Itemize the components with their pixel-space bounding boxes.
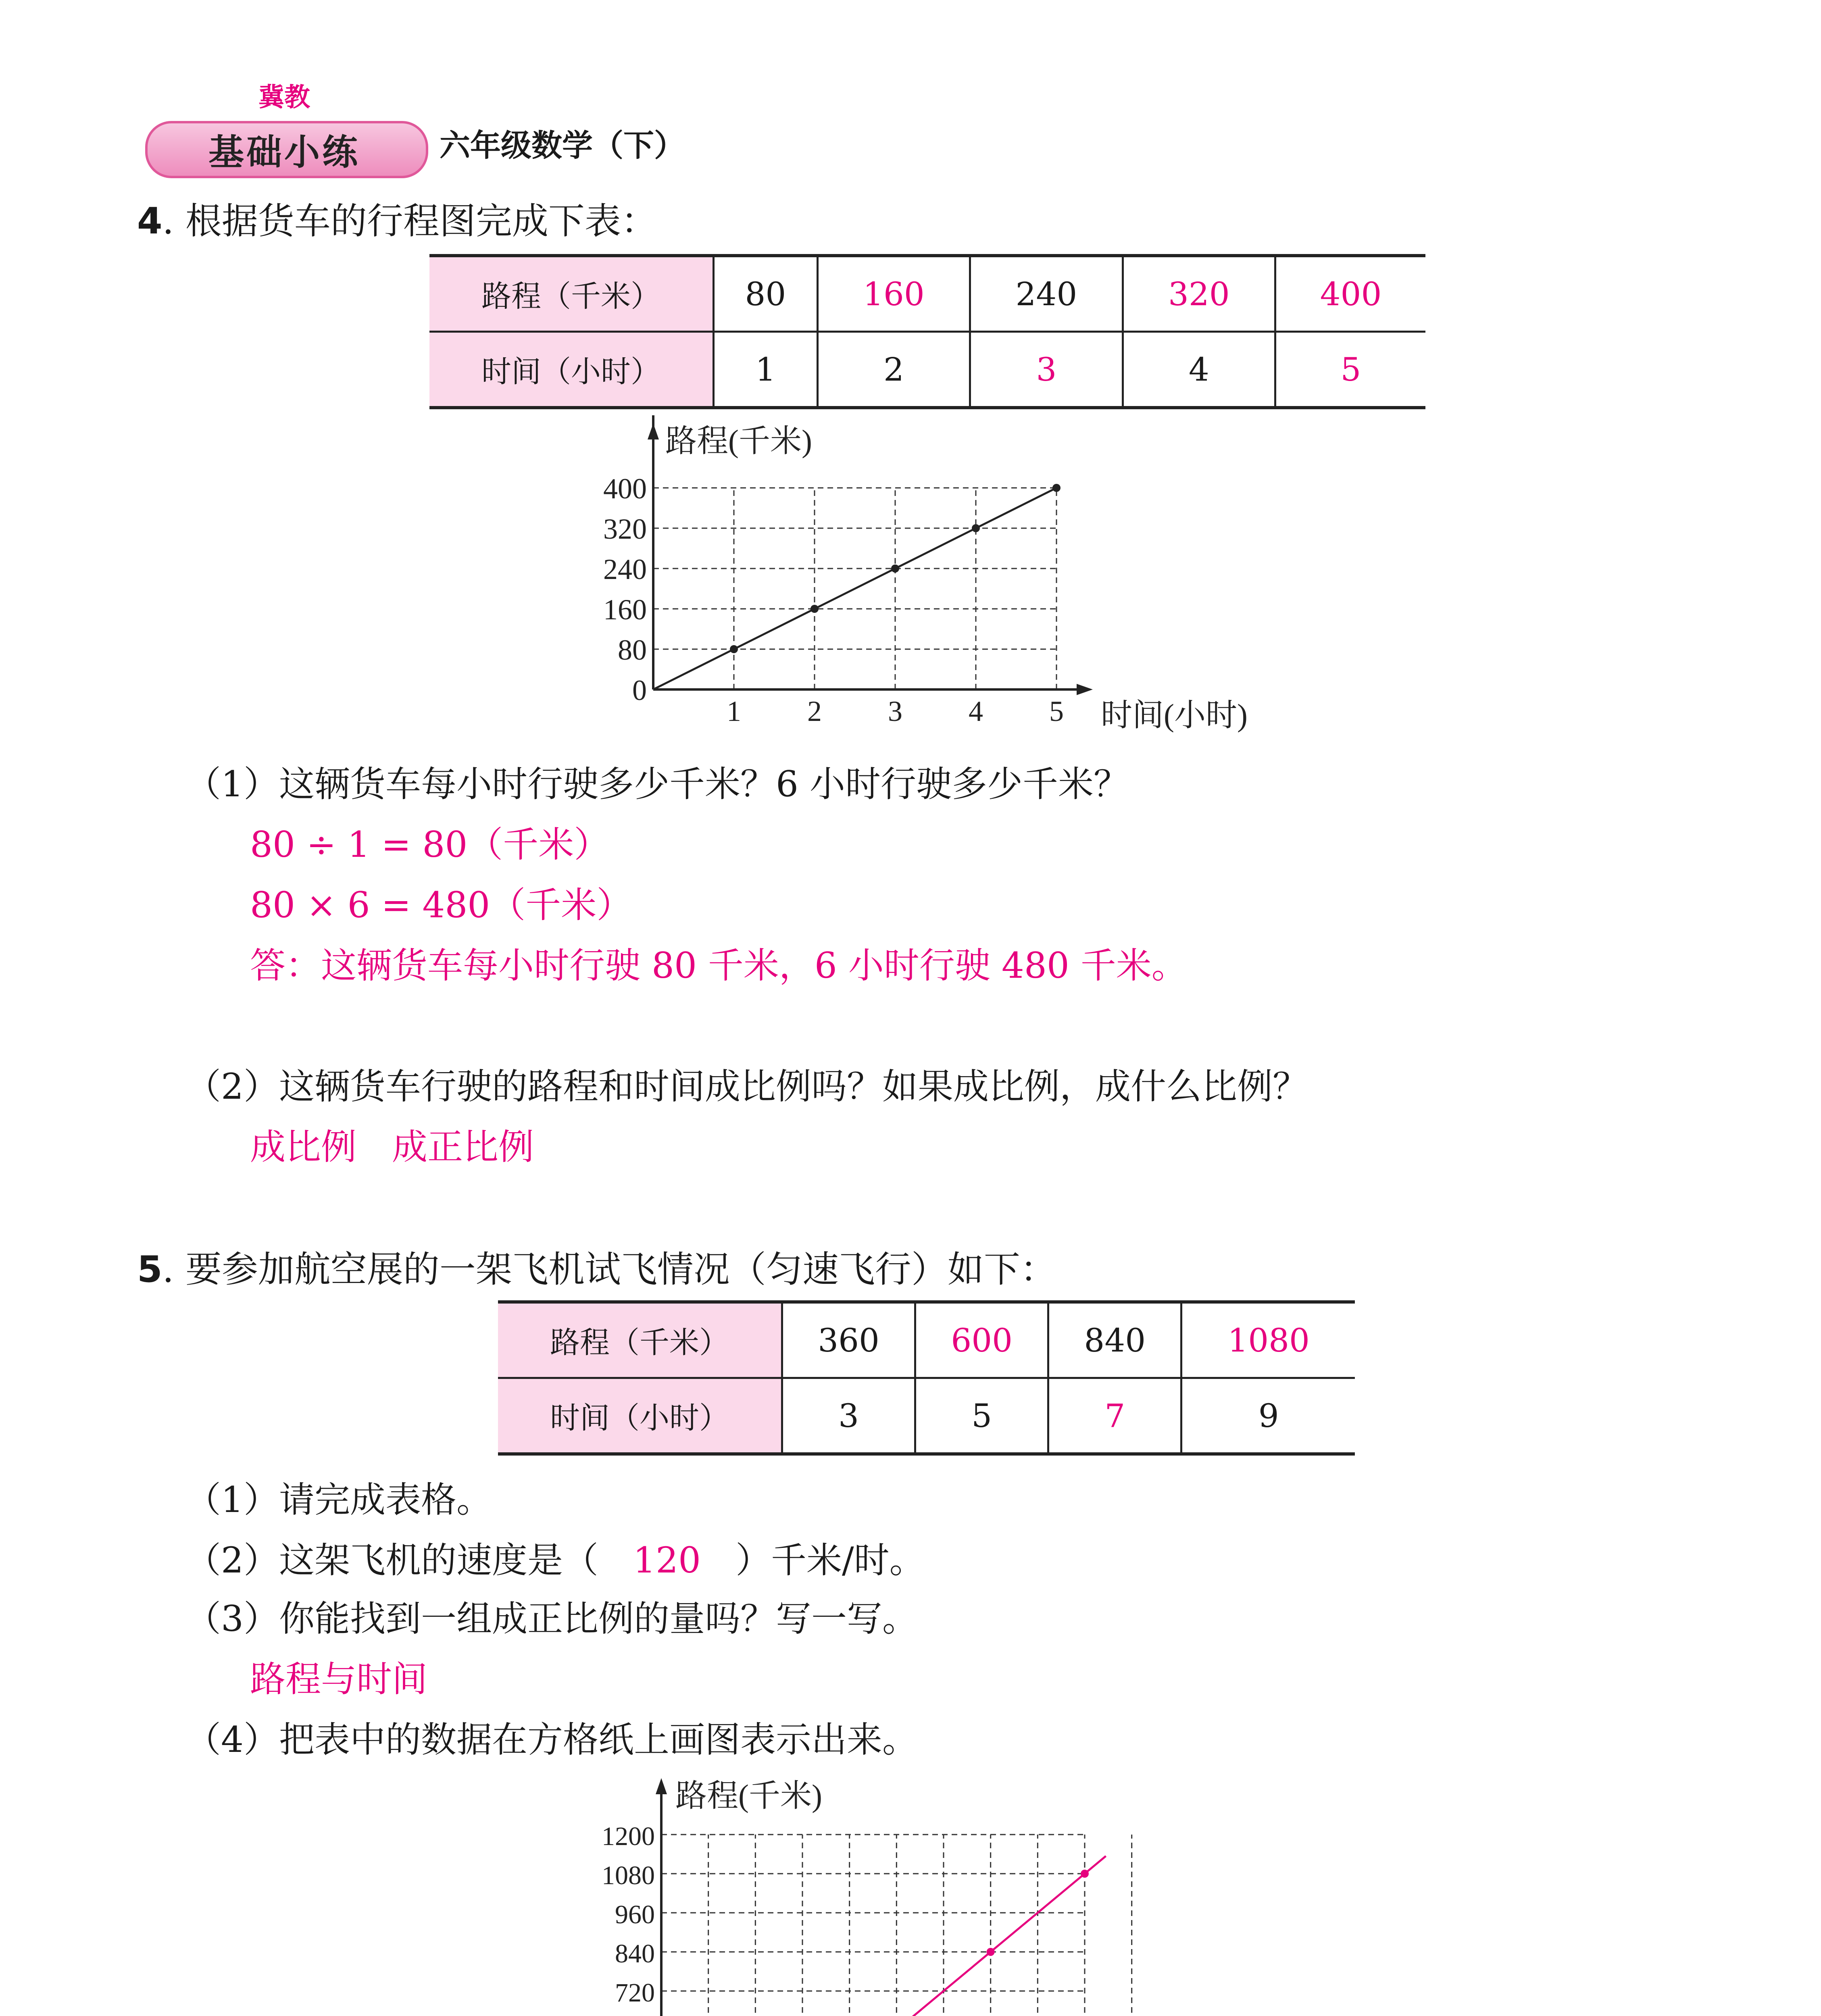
y-axis-arrow (656, 1778, 667, 1794)
x-axis-arrow (1077, 684, 1093, 695)
table-row (498, 1302, 1355, 1378)
row-label: 路程（千米） (429, 256, 714, 332)
data-point (972, 524, 980, 532)
table-cell-answer: 160 (817, 256, 970, 332)
y-axis-label: 路程(千米) (675, 1778, 822, 1813)
data-point (1081, 1870, 1089, 1878)
table-row (429, 256, 1425, 332)
y-tick-label: 80 (618, 634, 647, 666)
q4-sub1-answer-3: 答：这辆货车每小时行驶 80 千米，6 小时行驶 480 千米。 (250, 945, 1187, 986)
y-tick-label: 960 (615, 1900, 655, 1929)
publisher-label: 冀教 (258, 83, 310, 112)
table-cell: 9 (1181, 1378, 1355, 1454)
data-point (810, 605, 819, 613)
data-point (730, 645, 738, 653)
q5-table (498, 1300, 1355, 1456)
table-cell: 240 (970, 256, 1123, 332)
data-point (987, 1948, 995, 1956)
q4-sub1: （1）这辆货车每小时行驶多少千米？6 小时行驶多少千米？ (185, 763, 1129, 805)
table-row (498, 1378, 1355, 1454)
series-logo (137, 77, 431, 185)
y-tick-label: 400 (603, 473, 647, 505)
row-label: 时间（小时） (498, 1378, 782, 1454)
q5-title (137, 1240, 1056, 1292)
q4-sub2-answer: 成比例 成正比例 (250, 1126, 534, 1168)
table-cell-answer: 600 (915, 1302, 1048, 1378)
q5-sub2 (185, 1532, 925, 1583)
table-cell-answer: 7 (1048, 1378, 1181, 1454)
table-row (429, 332, 1425, 408)
table-cell: 5 (915, 1378, 1048, 1454)
q5-sub2-answer: 120 (633, 1539, 701, 1581)
table-cell: 80 (714, 256, 818, 332)
table-cell-answer: 1080 (1181, 1302, 1355, 1378)
q5-sub4: （4）把表中的数据在方格纸上画图表示出来。 (185, 1719, 918, 1760)
table-cell-answer: 3 (970, 332, 1123, 408)
q5-distance-time-graph (556, 1766, 1306, 2016)
table-cell: 1 (714, 332, 818, 408)
x-tick-label: 5 (1049, 695, 1064, 727)
row-label: 时间（小时） (429, 332, 714, 408)
y-tick-label: 240 (603, 553, 647, 585)
q5-sub3: （3）你能找到一组成正比例的量吗？写一写。 (185, 1598, 918, 1639)
row-label: 路程（千米） (498, 1302, 782, 1378)
y-tick-label: 1080 (602, 1861, 655, 1890)
y-axis-arrow (648, 423, 659, 439)
q4-prompt: . 根据货车的行程图完成下表： (162, 200, 657, 242)
series-line (653, 488, 1056, 689)
table-cell-answer: 320 (1123, 256, 1275, 332)
q5-number: 5 (137, 1248, 163, 1291)
series-title: 基础小练 (208, 131, 360, 173)
table-cell: 840 (1048, 1302, 1181, 1378)
q5-sub2-prefix: （2）这架飞机的速度是（ (185, 1539, 598, 1581)
series-line (661, 1856, 1106, 2016)
table-cell: 3 (782, 1378, 915, 1454)
q4-sub2: （2）这辆货车行驶的路程和时间成比例吗？如果成比例，成什么比例？ (185, 1066, 1308, 1107)
q5-sub2-suffix: ）千米/时。 (735, 1539, 925, 1581)
y-tick-label: 0 (632, 674, 647, 706)
y-tick-label: 320 (603, 513, 647, 545)
data-point (1052, 484, 1061, 492)
q5-sub1: （1）请完成表格。 (185, 1479, 492, 1520)
x-tick-label: 1 (727, 695, 741, 727)
q4-distance-time-graph (556, 415, 1282, 758)
data-point (891, 564, 899, 573)
q4-title (137, 192, 657, 244)
table-cell: 360 (782, 1302, 915, 1378)
table-cell-answer: 400 (1275, 256, 1426, 332)
book-subtitle: 六年级数学（下） (440, 127, 685, 163)
x-axis-label: 时间(小时) (1101, 698, 1248, 733)
q4-sub1-answer-2: 80 × 6 = 480（千米） (250, 884, 632, 926)
y-tick-label: 840 (615, 1939, 655, 1968)
y-axis-label: 路程(千米) (665, 423, 812, 458)
q5-prompt: . 要参加航空展的一架飞机试飞情况（匀速飞行）如下： (162, 1248, 1056, 1291)
q4-sub1-answer-1: 80 ÷ 1 = 80（千米） (250, 824, 610, 865)
table-cell: 4 (1123, 332, 1275, 408)
q4-table (429, 254, 1425, 409)
x-tick-label: 3 (888, 695, 902, 727)
x-tick-label: 4 (969, 695, 983, 727)
q4-number: 4 (137, 200, 163, 242)
y-tick-label: 1200 (602, 1822, 655, 1851)
x-tick-label: 2 (807, 695, 822, 727)
table-cell: 2 (817, 332, 970, 408)
y-tick-label: 720 (615, 1978, 655, 2008)
y-tick-label: 160 (603, 594, 647, 626)
q5-sub3-answer: 路程与时间 (250, 1658, 428, 1700)
table-cell-answer: 5 (1275, 332, 1426, 408)
